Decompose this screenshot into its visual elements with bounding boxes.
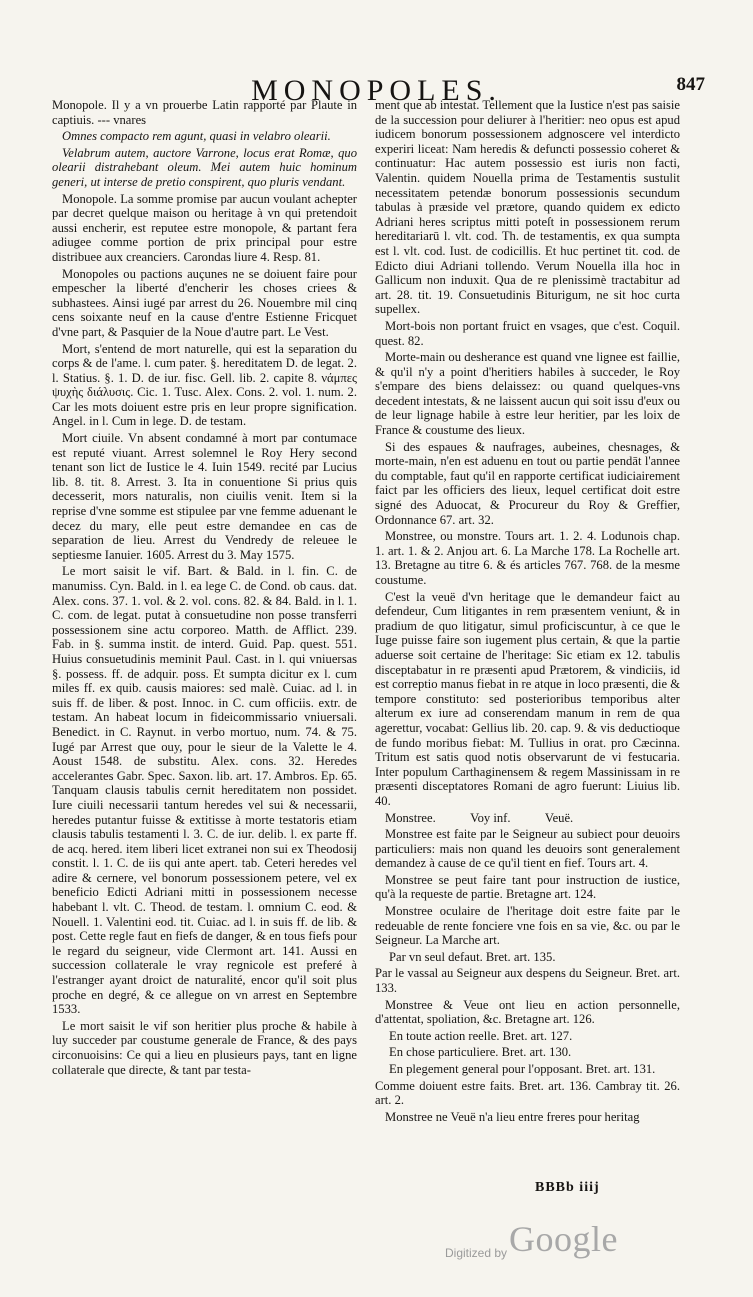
paragraph: Monstree est faite par le Seigneur au subiect pour deuoirs particuliers: mais non quand les deuoirs sont generalement demandez à cause de ce qu'il tient en fief. Tours art. 4. [375, 827, 680, 871]
paragraph: Monstree oculaire de l'heritage doit estre faite par le redeuable de rente fonciere vne fois en sa vie, &c. ou par le Seigneur. La Marche art. [375, 904, 680, 948]
paragraph: Mort ciuile. Vn absent condamné à mort par contumace est reputé viuant. Arrest solemnel le Roy Hery second tenant son lict de Iustice le 4. Iuin 1549. recité par Lucius lib. 8. tit. 8. Arrest. 3. Ita in conuentione Si prius quis decesserit, mors naturalis, non ciuilis venit. Item si la reprise d'vne somme est stipulee par vne femme aduenant le decez du mary, elle peut estre demandee en cas de separation de lieu. Arrest du Vendredy de releuee le septiesme Ianuier. 1605. Arrest du 3. May 1575. [52, 431, 357, 562]
paragraph: Si des espaues & naufrages, aubeines, chesnages, & morte-main, n'en est aduenu en tout ou partie pendāt l'annee du comptable, faut qu'il en rapporte certificat iudiciairement faict par les officiers des lieux, lequel certificat doit estre signé des Aduocat, & Procureur du Roy & Greffier, Ordonnance 67. art. 32. [375, 439, 680, 527]
paragraph: Monstree ne Veuë n'a lieu entre freres pour heritag [385, 1109, 640, 1124]
list-item: En toute action reelle. Bret. art. 127. [389, 1028, 573, 1043]
paragraph: Monstree, ou monstre. Tours art. 1. 2. 4. Lodunois chap. 1. art. 1. & 2. Anjou art. 6. La Marche 178. La Rochelle art. 13. Bretagne au titre 6. & és articles 767. 768. de la mesme coustume. [375, 529, 680, 587]
paragraph: C'est la veuë d'vn heritage que le demandeur faict au defendeur, Cum litigantes in rem præsentem veniunt, & in pradium de quo litigatur, simul proficiscuntur, à ce que le Iuge puisse faire son iugement plus certain, & que la partie aduerse soit certaine de l'heritage: Sic etiam ex 12. tabulis disceptabatur in re præsenti apud Prætorem, & vindiciis, id est correptio manus fiebat in re atque in loco præsenti, die & tempore constituto: sed posterioribus temporibus alter alterum ex iure ad conserendam manum in rem de qua agerettur, vocabat: Gellius lib. 20. cap. 9. & vis deductioque de fundo moribus fiebat: M. Tullius in orat. pro Cæcinna. Tritum est satis quod notis observarunt de vi festucaria. Inter populum Carthaginensem & regem Massinissam in re præsenti disceptatores Romani de agro fuerunt: Liuius lib. 40. [375, 589, 680, 808]
watermark-google-logo: Google [509, 1219, 618, 1259]
running-title: MONOPOLES. [251, 74, 502, 107]
page-number: 847 [676, 74, 705, 95]
left-column [52, 98, 357, 1079]
paragraph: Monopole. La somme promise par aucun voulant achepter par decret quelque maison ou heritage à vn qui pretendoit aussi encherir, est reputee estre monopole, & partant fera adiugee comme portion de prix principal pour estre distribuee aux creanciers. Carondas liure 4. Resp. 81. [52, 191, 357, 264]
paragraph: Le mort saisit le vif. Bart. & Bald. in l. fin. C. de manumiss. Cyn. Bald. in l. ea lege C. de Cond. ob caus. dat. Alex. cons. 37. 1. vol. & 2. vol. cons. 82. & 84. Bald. in l. 1. C. com. de legat. putat à consuetudine non posse transferri possessionem sine actu corporeo. Matth. de Afflict. 239. Fab. in §. summa instit. de interd. Guid. Pap. quest. 551. Huius consuetudinis meminit Paul. Cast. in l. qui vniuersas §. possess. ff. de adquir. poss. Et sumpta dicitur ex l. cum miles ff. ex quib. causis maiores: sed malè. Cuiac. ad l. in suis ff. de liber. & post. Innoc. in C. cum officiis. extr. de testam. An habeat locum in fideicommissario vniuersali. Benedict. in C. Raynut. in verbo mortuo, num. 74. & 75. Iugé par Arrest que ouy, pour le sieur de la Valette le 4. Aoust 1548. de substitu. Alex. cons. 32. Heredes accelerantes Gabr. Spec. Saxon. lib. art. 17. Ambros. Ep. 65. Tanquam clausis tabulis cernit hereditatem non possidet. Iure ciuili necessarii tantum heredes vel sui & necessarii, heredes putantur fuisse & extitisse à morte testatoris etiam clausis tabulis testamenti l. 3. C. de iur. delib. l. ex parte ff. de acq. hered. item liberi licet extranei non sui ex Theodosij constit. l. 1. C. de iis qui ante apert. tab. Ceteri heredes vel adire & cernere, vel bonorum possessionem petere, vel ex beneficio Edicti Adriani mitti in possessionem necesse habebant l. vlt. C. Theod. de testam. l. omnium C. eod. & Nouell. 1. Valentini eod. tit. Cuiac. ad l. in suis ff. de lib. & post. Cette regle faut en fiefs de danger, & en tous fiefs pour le regard du seigneur, vide Clermont art. 141. Aussi en succession collaterale le vray regnicole est preferé à l'estranger ayant droict de naturalité, encor qu'il soit plus proche en degré, & ce allegue on vn arrest en Septembre 1533. [52, 564, 357, 1017]
paragraph: Par le vassal au Seigneur aux despens du Seigneur. Bret. art. 133. [375, 966, 680, 996]
signature-mark: BBBb iiij [535, 1180, 600, 1195]
paragraph: Monstree & Veue ont lieu en action personnelle, d'attentat, spoliation, &c. Bretagne art. 126. [375, 997, 680, 1027]
list-item: En plegement general pour l'opposant. Bret. art. 131. [389, 1062, 656, 1076]
paragraph: Velabrum autem, auctore Varrone, locus erat Romæ, quo olearii distrahebant oleum. Mei autem huic hominum generi, ut interse de pretio conspirent, quo pluris vendant. [52, 145, 357, 189]
paragraph: Comme doiuent estre faits. Bret. art. 136. Cambray tit. 26. art. 2. [375, 1078, 680, 1108]
paragraph: Mort, s'entend de mort naturelle, qui est la separation du corps & de l'ame. l. cum pater. §. hereditatem D. de legat. 2. l. Statius. §. 1. D. de iur. fisc. Gell. lib. 2. capite 8. νάμπες ψυχὴς διάλυσις. Cic. 1. Tusc. Alex. Cons. 2. vol. 1. num. 2. Car les mots doiuent estre pris en leur propre signification. Angel. in l. Cum in lege. D. de testam. [52, 341, 357, 429]
paragraph: Le mort saisit le vif son heritier plus proche & habile à luy succeder par coustume generale de France, & des pays circonuoisins: Ce qui a lieu en plusieurs pays, tant en ligne collaterale que directe, & tant par testa- [52, 1018, 357, 1077]
watermark-digitized-by: Digitized by [445, 1246, 508, 1260]
paragraph: ment que ab intestat. Tellement que la Iustice n'est pas saisie de la succession pour deliurer à l'heritier: neo opus est apud iudicem bonorum possessionem adgnoscere vel interdicto experiri liceat: Nam heredis & defuncti possessio coheret & continuatur: Hac autem possessio est iuris non facti, Valentin. quidem Nouella prima de Testamentis sustulit necessitatem petendæ bonorum possessionis secundum tabulas à præside vel prætore, quando quidem ex edicto Adriani heres scriptus mitti poteſt in possessionem rerum hereditariarū l. vlt. cod. Th. de testamentis, ex qua sumpta est l. vlt. cod. Iust. de codicillis. Et huc pertinet tit. cod. de Edicto diui Adriani tollendo. Verum Nouella illa hoc in Gallicum non induxit. Qua de re plenissimè tractabitur ad art. 28. tit. 19. Consuetudinis Biturigum, ne sit hoc curta supellex. [375, 98, 680, 317]
paragraph: Monopoles ou pactions auçunes ne se doiuent faire pour empescher la liberté d'encherir les choses criees & subhastees. Ainsi iugé par arrest du 26. Nouembre mil cinq cens soixante neuf en la cause d'entre Estienne Fricquet d'vne part, & Pasquier de la Noue d'autre part. Le Vest. [52, 266, 357, 339]
list-item: En chose particuliere. Bret. art. 130. [389, 1045, 572, 1060]
paragraph: Monstree se peut faire tant pour instruction de iustice, qu'à la requeste de partie. Bretagne art. 124. [375, 872, 680, 902]
paragraph: Morte-main ou desherance est quand vne lignee est faillie, & qu'il n'y a point d'heritiers habiles à succeder, le Roy s'empare des biens delaissez: ou quand quelques-vns decedent intestats, & ne laissent aucun qui soit issu d'eux ou de leur lignage habile à estre leur heritier, par les loix de France & coustume des lieux. [375, 350, 680, 438]
paragraph: Monopole. Il y a vn prouerbe Latin rapporté par Plaute in captiuis. --- vnares [52, 98, 357, 127]
right-column [375, 98, 680, 1126]
paragraph: Monstree. Voy inf. Veuë. [385, 810, 574, 825]
paragraph: Omnes compacto rem agunt, quasi in velabro olearii. [62, 129, 331, 144]
paragraph: Mort-bois non portant fruict en vsages, que c'est. Coquil. quest. 82. [375, 318, 680, 348]
list-item: Par vn seul defaut. Bret. art. 135. [389, 949, 556, 964]
